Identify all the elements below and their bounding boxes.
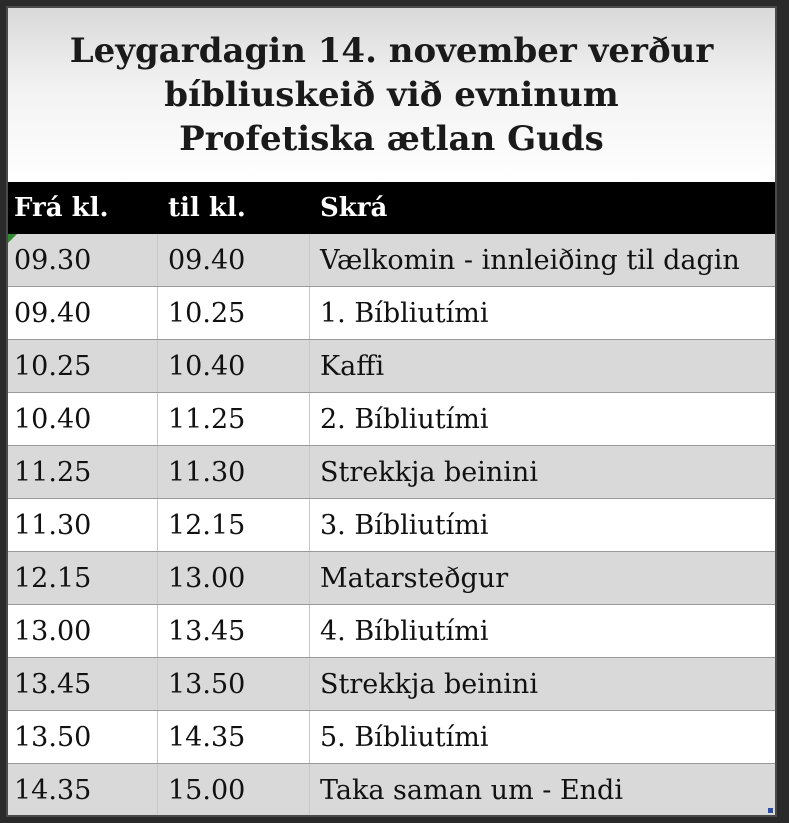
cell-to[interactable]: 11.30 xyxy=(158,446,310,498)
cell-activity[interactable]: Kaffi xyxy=(320,350,385,382)
table-row xyxy=(8,234,775,287)
table-row xyxy=(8,393,775,446)
cell-from[interactable]: 11.30 xyxy=(8,499,158,551)
cell-from[interactable]: 09.30 xyxy=(8,234,158,286)
cell-to[interactable]: 15.00 xyxy=(158,764,310,816)
cell-from[interactable]: 09.40 xyxy=(8,287,158,339)
cell-to[interactable]: 10.25 xyxy=(158,287,310,339)
cell-from[interactable]: 14.35 xyxy=(8,764,158,816)
cell-to[interactable]: 13.45 xyxy=(158,605,310,657)
cell-to[interactable]: 09.40 xyxy=(158,234,310,286)
cell-from[interactable]: 13.45 xyxy=(8,658,158,710)
table-row xyxy=(8,605,775,658)
title-line-2: bíbliuskeið við evninum xyxy=(164,75,619,115)
cell-from[interactable]: 10.25 xyxy=(8,340,158,392)
cell-to[interactable]: 13.50 xyxy=(158,658,310,710)
cell-from[interactable]: 11.25 xyxy=(8,446,158,498)
cell-activity[interactable]: 4. Bíbliutími xyxy=(320,615,489,647)
fill-handle-icon[interactable] xyxy=(768,808,773,813)
header-what[interactable]: Skrá xyxy=(320,193,388,223)
cell-from[interactable]: 13.50 xyxy=(8,711,158,763)
spreadsheet-table xyxy=(6,6,777,817)
column-header-row xyxy=(8,182,775,234)
cell-from[interactable]: 12.15 xyxy=(8,552,158,604)
table-row xyxy=(8,499,775,552)
cell-activity[interactable]: Strekkja beinini xyxy=(320,668,538,700)
cell-to[interactable]: 13.00 xyxy=(158,552,310,604)
cell-to[interactable]: 10.40 xyxy=(158,340,310,392)
cell-to[interactable]: 12.15 xyxy=(158,499,310,551)
title-cell[interactable] xyxy=(8,8,775,182)
cell-activity[interactable]: 1. Bíbliutími xyxy=(320,297,489,329)
cell-activity[interactable]: Matarsteðgur xyxy=(320,562,509,594)
cell-activity[interactable]: Strekkja beinini xyxy=(320,456,538,488)
header-to[interactable]: til kl. xyxy=(168,193,246,223)
cell-activity[interactable]: Taka saman um - Endi xyxy=(320,774,623,806)
table-row xyxy=(8,711,775,764)
cell-activity[interactable]: 2. Bíbliutími xyxy=(320,403,489,435)
cell-activity[interactable]: 3. Bíbliutími xyxy=(320,509,489,541)
cell-activity[interactable]: 5. Bíbliutími xyxy=(320,721,489,753)
cell-from[interactable]: 13.00 xyxy=(8,605,158,657)
cell-to[interactable]: 14.35 xyxy=(158,711,310,763)
cell-activity[interactable]: Vælkomin - innleiðing til dagin xyxy=(320,244,740,276)
table-row xyxy=(8,446,775,499)
table-row xyxy=(8,552,775,605)
table-row xyxy=(8,764,775,817)
table-row xyxy=(8,340,775,393)
schedule-rows xyxy=(8,234,775,817)
cell-to[interactable]: 11.25 xyxy=(158,393,310,445)
title-line-1: Leygardagin 14. november verður xyxy=(69,31,714,71)
selection-handle-icon xyxy=(8,234,17,243)
table-row xyxy=(8,658,775,711)
table-row xyxy=(8,287,775,340)
header-from[interactable]: Frá kl. xyxy=(14,193,109,223)
title-line-3: Profetiska ætlan Guds xyxy=(179,119,604,159)
cell-from[interactable]: 10.40 xyxy=(8,393,158,445)
